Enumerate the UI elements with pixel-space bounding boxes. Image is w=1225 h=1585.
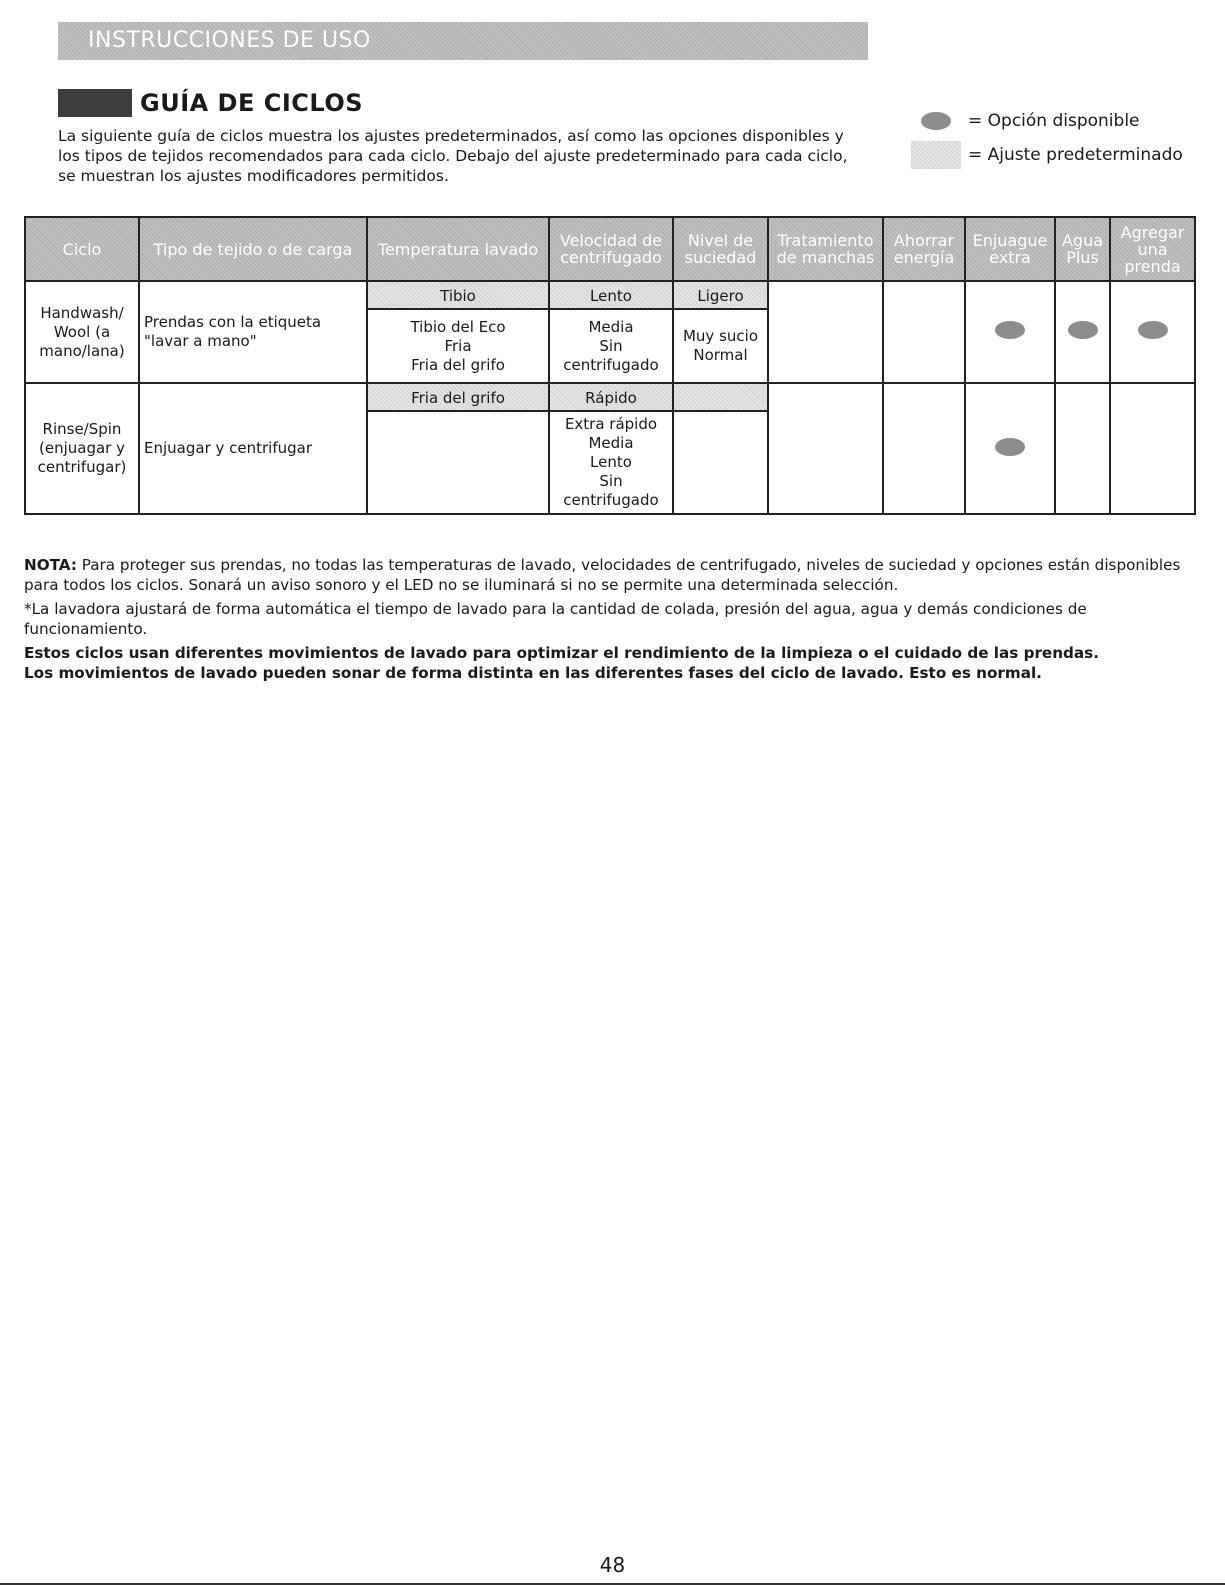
energy-saver-cell bbox=[883, 383, 965, 514]
water-plus-cell bbox=[1055, 281, 1110, 383]
available-dot-icon bbox=[995, 321, 1025, 339]
fabric-type: Enjuagar y centrifugar bbox=[139, 383, 367, 514]
legend-default-label: = Ajuste predeterminado bbox=[968, 145, 1183, 165]
option-line: Media bbox=[588, 317, 634, 336]
option-line: Sin bbox=[599, 472, 623, 490]
option-line: Sin bbox=[599, 336, 623, 355]
header-add-garment: Agregar una prenda bbox=[1110, 217, 1195, 281]
option-line: Media bbox=[588, 434, 634, 452]
soil-cell bbox=[673, 281, 768, 383]
legend-available-label: = Opción disponible bbox=[968, 111, 1140, 131]
intro-paragraph: La siguiente guía de ciclos muestra los ajustes predeterminados, así como las opciones disponibles y los tipos de tejidos recomendados para cada ciclo. Debajo del ajuste predeterminado para cada ciclo, se muestran los ajustes modificadores permitidos. bbox=[58, 127, 848, 185]
nota-label: NOTA: bbox=[24, 556, 77, 574]
wash-motion-note-1: Estos ciclos usan diferentes movimientos de lavado para optimizar el rendimiento de la limpieza o el cuidado de las prendas. bbox=[24, 644, 1099, 662]
add-garment-cell bbox=[1110, 383, 1195, 514]
available-dot-icon bbox=[995, 438, 1025, 456]
temperature-options bbox=[368, 310, 548, 382]
option-line: centrifugado bbox=[563, 491, 659, 509]
fabric-type: Prendas con la etiqueta "lavar a mano" bbox=[139, 281, 367, 383]
extra-rinse-cell bbox=[965, 383, 1055, 514]
table-row bbox=[25, 281, 1195, 383]
guide-heading bbox=[58, 88, 363, 118]
water-plus-cell bbox=[1055, 383, 1110, 514]
header-temperature: Temperatura lavado bbox=[367, 217, 549, 281]
heading-marker-block bbox=[58, 89, 132, 117]
option-line: Tibio del Eco bbox=[410, 317, 506, 336]
default-soil: Ligero bbox=[674, 282, 767, 310]
soil-cell bbox=[673, 383, 768, 514]
spin-cell bbox=[549, 383, 673, 514]
header-soil-level: Nivel de suciedad bbox=[673, 217, 768, 281]
header-stain-treatment: Tratamiento de manchas bbox=[768, 217, 883, 281]
option-line: Fria bbox=[444, 336, 472, 355]
soil-options bbox=[674, 310, 767, 382]
add-garment-cell bbox=[1110, 281, 1195, 383]
available-dot-icon bbox=[1138, 321, 1168, 339]
legend-available-row bbox=[910, 104, 1183, 138]
option-line: Lento bbox=[590, 453, 632, 471]
page-number: 48 bbox=[599, 1553, 626, 1577]
spin-options bbox=[550, 310, 672, 382]
legend-default-row bbox=[910, 138, 1183, 172]
cycle-name: Handwash/ Wool (a mano/lana) bbox=[25, 281, 139, 383]
section-banner-title: INSTRUCCIONES DE USO bbox=[88, 28, 371, 53]
header-water-plus: Agua Plus bbox=[1055, 217, 1110, 281]
default-temperature: Fria del grifo bbox=[368, 384, 548, 412]
table-row bbox=[25, 383, 1195, 514]
notes-section bbox=[24, 555, 1194, 683]
option-line: Fria del grifo bbox=[411, 355, 505, 374]
available-dot-icon bbox=[921, 112, 951, 130]
spin-cell bbox=[549, 281, 673, 383]
default-swatch-icon bbox=[911, 141, 961, 169]
header-spin-speed: Velocidad de centrifugado bbox=[549, 217, 673, 281]
option-line: Muy sucio bbox=[682, 327, 758, 345]
table-header-row bbox=[25, 217, 1195, 281]
header-energy-saver: Ahorrar energía bbox=[883, 217, 965, 281]
option-line: centrifugado bbox=[563, 355, 659, 374]
option-line: Normal bbox=[693, 346, 748, 364]
temperature-cell bbox=[367, 281, 549, 383]
guide-title: GUÍA DE CICLOS bbox=[140, 89, 363, 117]
spin-options bbox=[550, 412, 672, 513]
temperature-options bbox=[368, 412, 548, 513]
auto-adjust-note: *La lavadora ajustará de forma automática el tiempo de lavado para la cantidad de colada, presión del agua, agua y demás condiciones de funcionamiento. bbox=[24, 600, 1087, 638]
temperature-cell bbox=[367, 383, 549, 514]
nota-text: Para proteger sus prendas, no todas las temperaturas de lavado, velocidades de centrifugado, niveles de suciedad y opciones están disponibles para todos los ciclos. Sonará un aviso sonoro y el LED no se iluminará si no se permite una determinada selección. bbox=[24, 556, 1181, 594]
header-cycle: Ciclo bbox=[25, 217, 139, 281]
legend bbox=[910, 104, 1183, 172]
default-soil bbox=[674, 384, 767, 412]
cycle-name: Rinse/Spin (enjuagar y centrifugar) bbox=[25, 383, 139, 514]
section-banner bbox=[58, 22, 868, 60]
default-spin: Rápido bbox=[550, 384, 672, 412]
header-extra-rinse: Enjuague extra bbox=[965, 217, 1055, 281]
option-line: Extra rápido bbox=[564, 415, 658, 433]
cycle-guide-table bbox=[24, 216, 1196, 515]
extra-rinse-cell bbox=[965, 281, 1055, 383]
wash-motion-note-2: Los movimientos de lavado pueden sonar de forma distinta en las diferentes fases del ciclo de lavado. Esto es normal. bbox=[24, 664, 1042, 682]
default-temperature: Tibio bbox=[368, 282, 548, 310]
header-fabric: Tipo de tejido o de carga bbox=[139, 217, 367, 281]
available-dot-icon bbox=[1068, 321, 1098, 339]
energy-saver-cell bbox=[883, 281, 965, 383]
soil-options bbox=[674, 412, 767, 513]
stain-treatment-cell bbox=[768, 281, 883, 383]
stain-treatment-cell bbox=[768, 383, 883, 514]
default-spin: Lento bbox=[550, 282, 672, 310]
nota-paragraph bbox=[24, 555, 1194, 595]
